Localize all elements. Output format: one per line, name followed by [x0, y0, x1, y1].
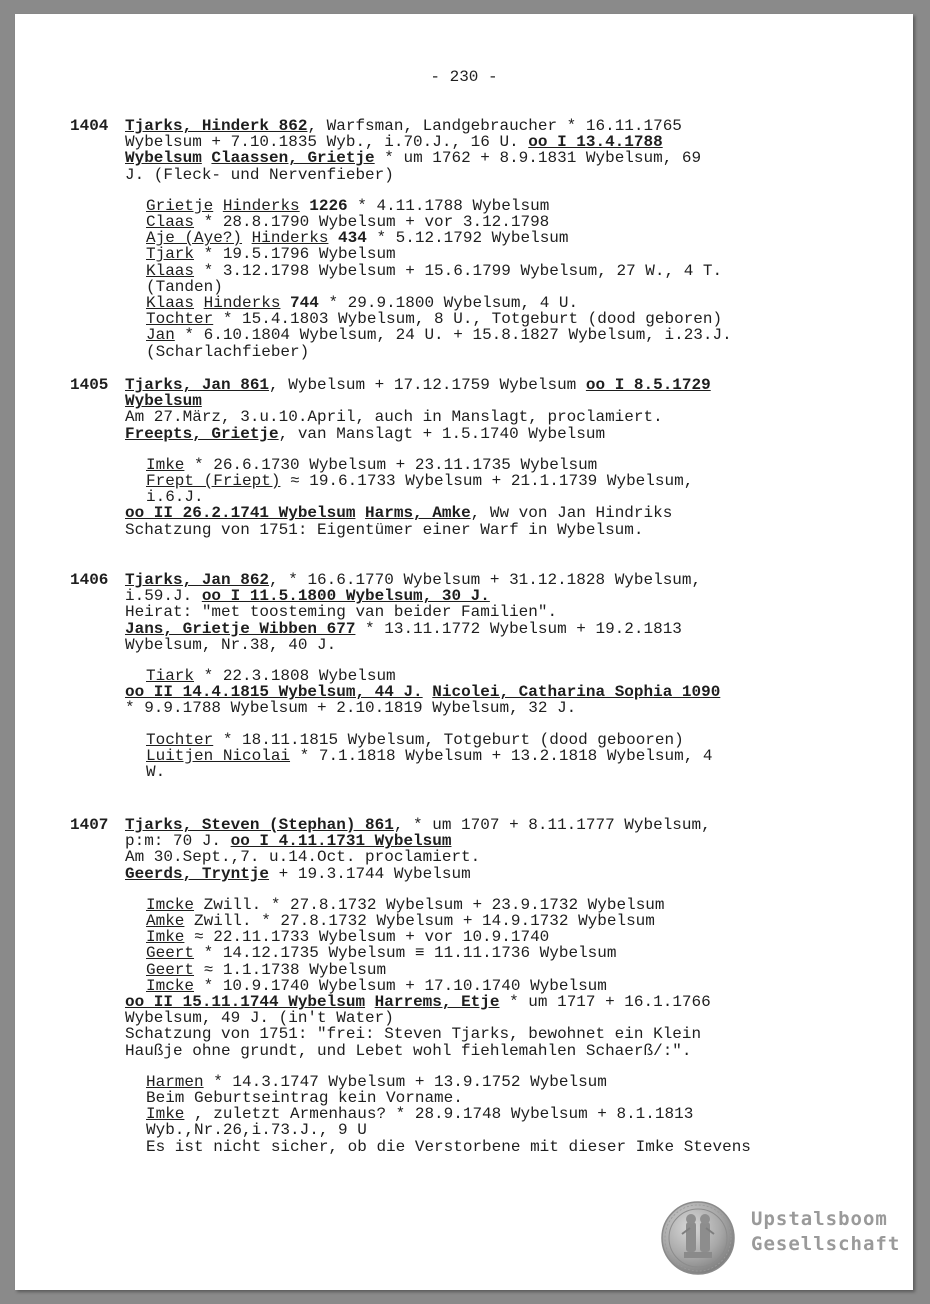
- child-item: [146, 913, 850, 929]
- child-ref-number: 434: [338, 229, 367, 248]
- entry-1404: [70, 118, 850, 360]
- person-name: Tjarks, Jan 862: [125, 571, 270, 589]
- child-name: Tochter: [146, 310, 214, 329]
- child-item: [146, 263, 850, 279]
- upstalsboom-logo: [660, 1200, 910, 1286]
- marriage-place: Wybelsum: [125, 392, 202, 411]
- person-name: Tjarks, Steven (Stephan) 861: [125, 816, 394, 834]
- child-item: [146, 230, 850, 246]
- entry-line: [125, 150, 850, 166]
- entry-line: [125, 377, 850, 393]
- entry-text: i.59.J.: [125, 587, 202, 606]
- child-text: ≈ 1.1.1738 Wybelsum: [194, 960, 387, 979]
- child-name: Imcke: [146, 895, 195, 914]
- page-number: - 230 -: [430, 68, 498, 86]
- entry-line: [125, 588, 850, 604]
- spouse-name: Freepts, Grietje: [125, 424, 279, 443]
- child-name: Geert: [146, 944, 195, 963]
- second-marriage-line: [125, 505, 850, 521]
- entry-line: Heirat: "met toosteming van beider Familien".: [125, 603, 558, 622]
- entry-number: 1406: [70, 571, 109, 589]
- entry-text: * um 1717 + 16.1.1766: [499, 993, 711, 1012]
- second-marriage-line: [125, 994, 850, 1010]
- spouse-name: Nicolei, Catharina Sophia 1090: [432, 683, 721, 702]
- entry-1406: [70, 572, 850, 780]
- entry-body: [125, 118, 850, 360]
- child-item: [146, 962, 850, 978]
- child-text: * 10.9.1740 Wybelsum + 17.10.1740 Wybelsum: [194, 976, 607, 995]
- children-list: [146, 732, 850, 781]
- child-item: [146, 327, 850, 343]
- child-name: Klaas: [146, 261, 195, 280]
- child-text: * 19.5.1796 Wybelsum: [194, 245, 396, 264]
- child-text: * 14.3.1747 Wybelsum + 13.9.1752 Wybelsum: [203, 1072, 607, 1091]
- child-text: Zwill. * 27.8.1732 Wybelsum + 14.9.1732 Wybelsum: [184, 912, 655, 931]
- child-item: [146, 473, 850, 489]
- entry-text: , Ww von Jan Hindriks: [470, 504, 673, 523]
- children-list: [146, 668, 850, 684]
- child-item: [146, 295, 850, 311]
- child-name: Amke: [146, 912, 185, 931]
- entry-line: [125, 866, 850, 882]
- child-item: [146, 945, 850, 961]
- child-item: [146, 897, 850, 913]
- entry-line: [125, 393, 850, 409]
- person-name: Tjarks, Hinderk 862: [125, 117, 308, 135]
- entry-number: 1407: [70, 816, 109, 834]
- child-text: * 4.11.1788 Wybelsum: [347, 196, 550, 215]
- child-item-continued: (Scharlachfieber): [146, 342, 310, 361]
- marriage-record: oo II 15.11.1744 Wybelsum: [125, 993, 366, 1012]
- children-list: [146, 897, 850, 994]
- child-ref-number: 744: [290, 294, 319, 313]
- marriage-record: oo II 14.4.1815 Wybelsum, 44 J.: [125, 683, 423, 702]
- logo-line-2: Gesellschaft: [751, 1233, 901, 1255]
- entry-note: Schatzung von 1751: "frei: Steven Tjarks, bewohnet ein Klein: [125, 1025, 702, 1044]
- child-text: Zwill. * 27.8.1732 Wybelsum + 23.9.1732 Wybelsum: [194, 895, 665, 914]
- spouse-name: Harrems, Etje: [374, 993, 500, 1012]
- child-name: Harmen: [146, 1072, 204, 1091]
- child-surname: Hinderks: [251, 229, 329, 248]
- entry-text: , * um 1707 + 8.11.1777 Wybelsum,: [393, 816, 711, 834]
- child-text: * 7.1.1818 Wybelsum + 13.2.1818 Wybelsum, 4: [290, 746, 713, 765]
- marriage-record: oo I 13.4.1788: [528, 133, 663, 152]
- child-note: Beim Geburtseintrag kein Vorname.: [146, 1089, 463, 1108]
- child-item: [146, 978, 850, 994]
- child-item: [146, 929, 850, 945]
- child-text: * 18.11.1815 Wybelsum, Totgeburt (dood gebooren): [213, 730, 684, 749]
- entry-line: Wybelsum, Nr.38, 40 J.: [125, 635, 337, 654]
- entry-body: [125, 817, 850, 1155]
- entry-text: * um 1762 + 8.9.1831 Wybelsum, 69: [374, 149, 702, 168]
- marriage-record: oo I 8.5.1729: [585, 376, 711, 394]
- child-text: ≈ 22.11.1733 Wybelsum + vor 10.9.1740: [184, 928, 550, 947]
- child-item: [146, 748, 850, 764]
- children-list: [146, 457, 850, 506]
- child-name: Tjark: [146, 245, 195, 264]
- child-name: Imcke: [146, 976, 195, 995]
- child-name: Claas: [146, 213, 195, 232]
- child-item: [146, 311, 850, 327]
- entry-line: J. (Fleck- und Nervenfieber): [125, 165, 394, 184]
- child-text: * 29.9.1800 Wybelsum, 4 U.: [318, 294, 579, 313]
- second-marriage-line: [125, 684, 850, 700]
- entry-text: Wybelsum + 7.10.1835 Wyb., i.70.J., 16 U.: [125, 133, 529, 152]
- entry-line: * 9.9.1788 Wybelsum + 2.10.1819 Wybelsum, 32 J.: [125, 699, 577, 718]
- child-item-continued: W.: [146, 763, 166, 782]
- child-name: Grietje: [146, 196, 214, 215]
- entry-text: , Warfsman, Landgebraucher * 16.11.1765: [307, 117, 682, 135]
- child-text: * 15.4.1803 Wybelsum, 8 U., Totgeburt (dood geboren): [213, 310, 723, 329]
- entry-text: + 19.3.1744 Wybelsum: [269, 864, 471, 883]
- document-page: [15, 14, 913, 1290]
- child-item: [146, 1106, 850, 1122]
- child-item: [146, 214, 850, 230]
- children-list: [146, 1074, 850, 1155]
- logo-line-1: Upstalsboom: [751, 1208, 888, 1230]
- person-name: Tjarks, Jan 861: [125, 376, 270, 394]
- entry-line: [125, 572, 850, 588]
- spouse-name: Claassen, Grietje: [211, 149, 375, 168]
- child-surname: Hinderks: [203, 294, 281, 313]
- child-ref-number: 1226: [309, 196, 348, 215]
- entry-number: 1404: [70, 117, 109, 135]
- child-text: * 14.12.1735 Wybelsum ≡ 11.11.1736 Wybelsum: [194, 944, 617, 963]
- child-item-continued: i.6.J.: [146, 488, 204, 507]
- child-item-continued: (Tanden): [146, 277, 223, 296]
- child-name: Tochter: [146, 730, 214, 749]
- entry-text: * 13.11.1772 Wybelsum + 19.2.1813: [355, 619, 682, 638]
- child-text: * 28.8.1790 Wybelsum + vor 3.12.1798: [194, 213, 550, 232]
- child-name: Imke: [146, 928, 185, 947]
- entry-line: Am 30.Sept.,7. u.14.Oct. proclamiert.: [125, 848, 481, 867]
- child-item: [146, 732, 850, 748]
- marriage-record: oo I 11.5.1800 Wybelsum, 30 J.: [201, 587, 490, 606]
- child-name: Jan: [146, 326, 175, 345]
- entry-1405: [70, 377, 850, 538]
- entry-text: , * 16.6.1770 Wybelsum + 31.12.1828 Wybelsum,: [269, 571, 702, 589]
- children-list: [146, 198, 850, 360]
- child-name: Imke: [146, 455, 185, 474]
- spouse-name: Geerds, Tryntje: [125, 864, 270, 883]
- child-name: Tiark: [146, 667, 195, 686]
- child-name: Frept (Friept): [146, 472, 281, 491]
- child-text: ≈ 19.6.1733 Wybelsum + 21.1.1739 Wybelsum,: [280, 472, 694, 491]
- society-name: [751, 1207, 900, 1257]
- child-name: Luitjen Nicolai: [146, 746, 291, 765]
- entry-text: p:m: 70 J.: [125, 832, 231, 851]
- entry-line: [125, 118, 850, 134]
- child-text: * 6.10.1804 Wybelsum, 24 U. + 15.8.1827 Wybelsum, i.23.J.: [174, 326, 732, 345]
- spouse-name: Harms, Amke: [365, 504, 471, 523]
- child-name: Geert: [146, 960, 195, 979]
- child-item: [146, 457, 850, 473]
- entry-line: Am 27.März, 3.u.10.April, auch in Manslagt, proclamiert.: [125, 408, 663, 427]
- child-item: [146, 246, 850, 262]
- child-surname: Hinderks: [222, 196, 300, 215]
- marriage-record: oo I 4.11.1731 Wybelsum: [230, 832, 452, 851]
- child-name: Aje (Aye?): [146, 229, 243, 248]
- entry-text: , van Manslagt + 1.5.1740 Wybelsum: [278, 424, 606, 443]
- child-item: [146, 1074, 850, 1090]
- entry-body: [125, 572, 850, 780]
- entry-1407: [70, 817, 850, 1155]
- entry-line: [125, 621, 850, 637]
- child-item-continued: Wyb.,Nr.26,i.73.J., 9 U: [146, 1121, 367, 1140]
- spouse-name: Jans, Grietje Wibben 677: [125, 619, 356, 638]
- child-text: * 26.6.1730 Wybelsum + 23.11.1735 Wybelsum: [184, 455, 598, 474]
- entry-line: [125, 817, 850, 833]
- child-item: [146, 668, 850, 684]
- child-text: * 22.3.1808 Wybelsum: [194, 667, 396, 686]
- child-text: * 3.12.1798 Wybelsum + 15.6.1799 Wybelsum, 27 W., 4 T.: [194, 261, 723, 280]
- entry-note: Haußje ohne grundt, und Lebet wohl fiehlemahlen Schaerß/:".: [125, 1041, 692, 1060]
- entry-line: [125, 426, 850, 442]
- entry-line: Wybelsum, 49 J. (in't Water): [125, 1009, 394, 1028]
- child-name: Klaas: [146, 294, 195, 313]
- child-text: * 5.12.1792 Wybelsum: [366, 229, 569, 248]
- child-text: , zuletzt Armenhaus? * 28.9.1748 Wybelsum + 8.1.1813: [184, 1105, 694, 1124]
- entry-number: 1405: [70, 376, 109, 394]
- marriage-record: oo II 26.2.1741 Wybelsum: [125, 504, 356, 523]
- child-note: Es ist nicht sicher, ob die Verstorbene mit dieser Imke Stevens: [146, 1137, 751, 1156]
- seal-icon: [660, 1200, 736, 1276]
- entry-note: Schatzung von 1751: Eigentümer einer Warf in Wybelsum.: [125, 520, 644, 539]
- child-name: Imke: [146, 1105, 185, 1124]
- entry-line: [125, 134, 850, 150]
- child-item: [146, 198, 850, 214]
- entry-text: , Wybelsum + 17.12.1759 Wybelsum: [269, 376, 586, 394]
- entry-line: [125, 833, 850, 849]
- marriage-place: Wybelsum: [125, 149, 202, 168]
- entry-body: [125, 377, 850, 538]
